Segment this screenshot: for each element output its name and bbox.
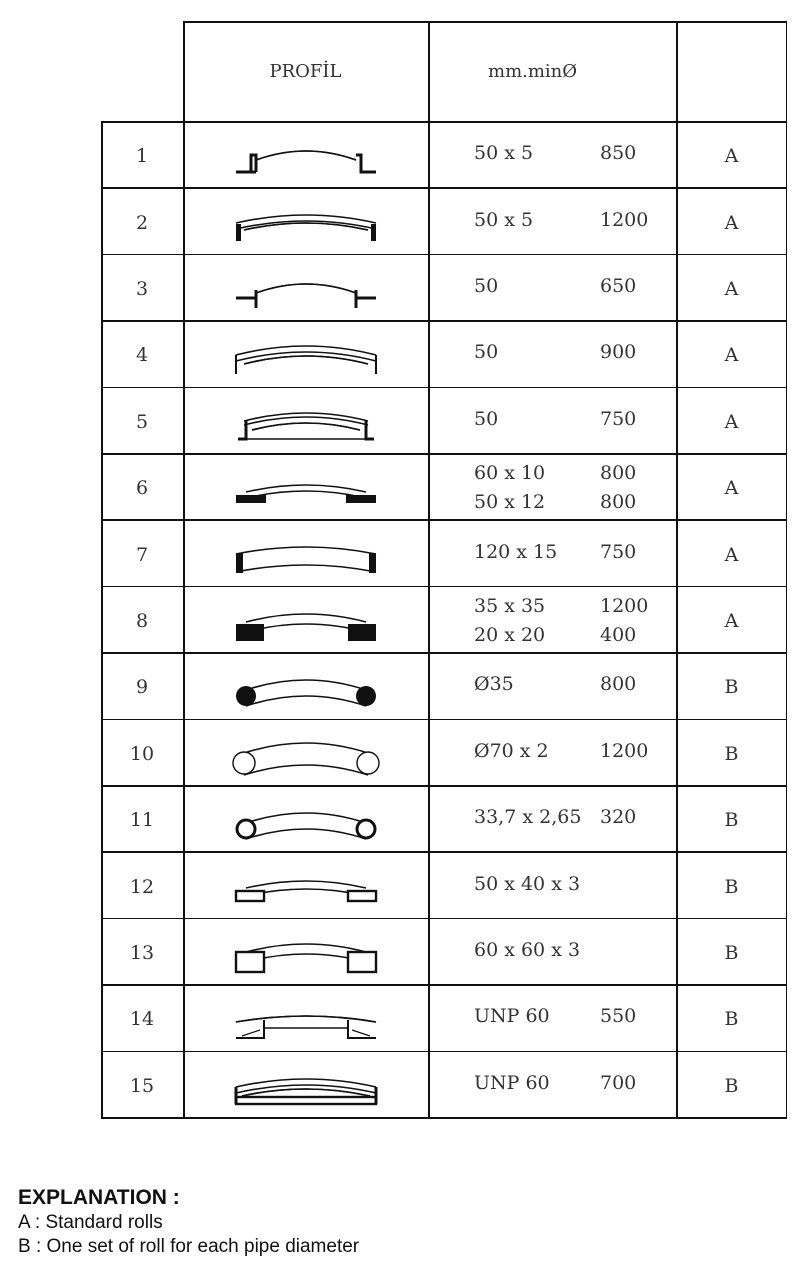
roll-type-code: B (724, 875, 739, 898)
flat-bar-edge-profile-icon-drawing (226, 525, 386, 581)
tee-flange-profile-icon-drawing (226, 260, 386, 316)
explanation-title: EXPLANATION : (18, 1186, 180, 1209)
dimension-value: 50 x 40 x 3 (474, 872, 581, 895)
min-diameter-value: 320 (600, 806, 637, 829)
roll-type-code: A (724, 543, 739, 566)
min-diameter-value: 1200 (600, 739, 649, 762)
min-diameter-value: 1200 (600, 594, 649, 617)
square-tube-profile-icon-drawing (226, 924, 386, 980)
unp-profile-icon-drawing (226, 990, 386, 1046)
unp-flat-profile-icon-drawing (226, 1057, 386, 1113)
pipe-profile-icon-drawing (226, 725, 386, 781)
pipe-profile-icon (226, 725, 386, 781)
dimension-value: UNP 60 (474, 1071, 550, 1094)
row-number: 5 (135, 410, 149, 433)
row-number: 13 (129, 941, 155, 964)
dimension-value: 50 (474, 341, 499, 364)
dimension-value: Ø70 x 2 (474, 739, 549, 762)
roll-type-code: A (724, 145, 739, 168)
min-diameter-value: 800 (600, 491, 637, 513)
flat-bar-edge-profile-icon (226, 525, 386, 581)
angle-channel-profile-icon (226, 393, 386, 449)
dimension-value: UNP 60 (474, 1005, 550, 1028)
round-bar-profile-icon-drawing (226, 658, 386, 714)
roll-type-code: B (724, 676, 739, 699)
row-number: 7 (135, 543, 149, 566)
dimension-value: 50 (474, 407, 499, 430)
dimension-value: 60 x 10 (474, 462, 546, 484)
unp-profile-icon (226, 990, 386, 1046)
channel-profile-icon-drawing (226, 326, 386, 382)
explanation-block (18, 1186, 359, 1258)
dimension-value: 50 (474, 275, 499, 297)
roll-type-code: B (724, 809, 739, 832)
row-number: 6 (135, 477, 149, 500)
square-bar-profile-icon-drawing (226, 592, 386, 648)
roll-type-code: B (724, 1008, 739, 1031)
header-dimension: mm.minØ (488, 60, 578, 82)
row-number: 10 (129, 742, 155, 765)
min-diameter-value: 700 (600, 1071, 637, 1094)
tube-profile-icon (226, 791, 386, 847)
dimension-value: 120 x 15 (474, 540, 558, 563)
square-tube-profile-icon (226, 924, 386, 980)
roll-type-code: A (724, 477, 739, 500)
min-diameter-value: 850 (600, 142, 637, 165)
rect-tube-profile-icon (226, 857, 386, 913)
min-diameter-value: 750 (600, 540, 637, 563)
profile-table (101, 21, 787, 1116)
min-diameter-value: 1200 (600, 208, 649, 231)
channel-profile-icon (226, 326, 386, 382)
min-diameter-value: 750 (600, 407, 637, 430)
row-number: 11 (129, 809, 155, 832)
col-border-2 (428, 21, 430, 1117)
roll-type-code: A (724, 211, 739, 234)
min-diameter-value: 400 (600, 623, 637, 646)
row-number: 15 (129, 1074, 155, 1097)
dimension-value: 60 x 60 x 3 (474, 939, 581, 961)
square-bar-profile-icon (226, 592, 386, 648)
min-diameter-value: 650 (600, 275, 637, 297)
row-number: 8 (135, 609, 149, 632)
dimension-value: 50 x 5 (474, 142, 534, 165)
col-border-1 (183, 21, 185, 1117)
channel-flange-profile-icon (226, 193, 386, 249)
flat-bar-profile-icon-drawing (226, 459, 386, 515)
flat-bar-profile-icon (226, 459, 386, 515)
row-number: 9 (135, 676, 149, 699)
roll-type-code: B (724, 941, 739, 964)
row-number: 4 (135, 344, 149, 367)
row-number: 1 (135, 145, 149, 168)
roll-type-code: A (724, 344, 739, 367)
roll-type-code: A (724, 609, 739, 632)
roll-type-code: A (724, 277, 739, 300)
header-profile: PROFİL (269, 60, 342, 82)
dimension-value: 50 x 5 (474, 208, 534, 231)
min-diameter-value: 550 (600, 1005, 637, 1028)
tee-flange-profile-icon (226, 260, 386, 316)
angle-flange-profile-icon-drawing (226, 127, 386, 183)
roll-type-code: B (724, 742, 739, 765)
dimension-value: 20 x 20 (474, 623, 546, 646)
header-code (676, 21, 787, 121)
tube-profile-icon-drawing (226, 791, 386, 847)
roll-type-code: B (724, 1074, 739, 1097)
row-number: 2 (135, 211, 149, 234)
dimension-value: 50 x 12 (474, 491, 546, 513)
rect-tube-profile-icon-drawing (226, 857, 386, 913)
channel-flange-profile-icon-drawing (226, 193, 386, 249)
explanation-b: B : One set of roll for each pipe diameter (18, 1236, 360, 1257)
row-number: 14 (129, 1008, 155, 1031)
dimension-value: Ø35 (474, 673, 514, 696)
explanation-a: A : Standard rolls (18, 1212, 163, 1233)
min-diameter-value: 800 (600, 462, 637, 484)
min-diameter-value: 800 (600, 673, 637, 696)
angle-channel-profile-icon-drawing (226, 393, 386, 449)
unp-flat-profile-icon (226, 1057, 386, 1113)
min-diameter-value: 900 (600, 341, 637, 364)
roll-type-code: A (724, 410, 739, 433)
row-number: 3 (135, 277, 149, 300)
dimension-value: 35 x 35 (474, 594, 546, 617)
dimension-value: 33,7 x 2,65 (474, 806, 582, 829)
round-bar-profile-icon (226, 658, 386, 714)
row-number: 12 (129, 875, 155, 898)
angle-flange-profile-icon (226, 127, 386, 183)
